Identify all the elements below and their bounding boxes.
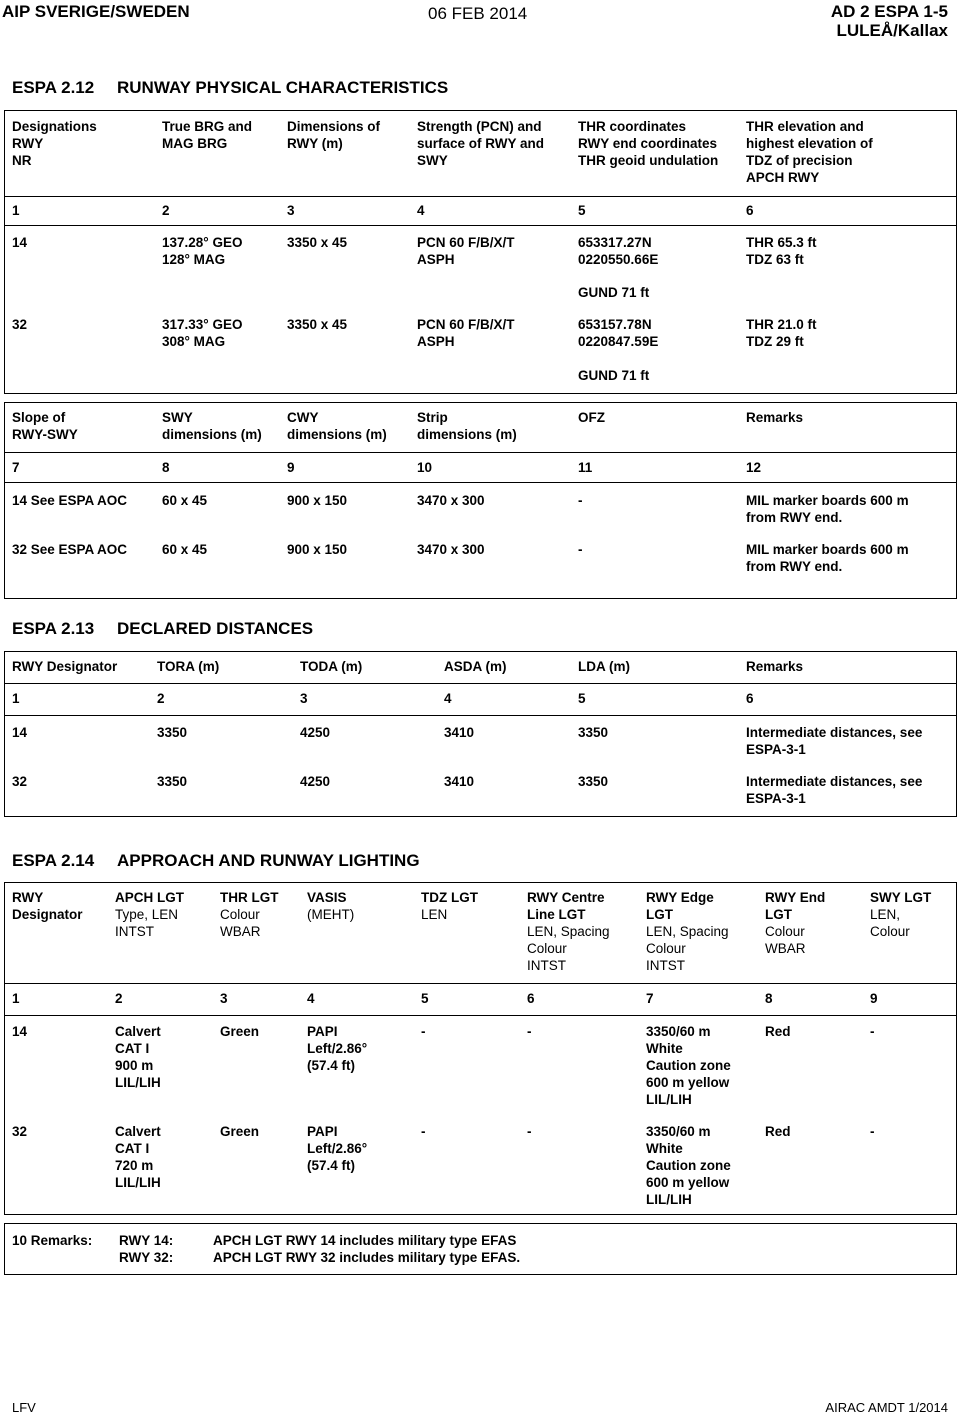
col-header-ofz: OFZ <box>578 410 605 425</box>
col-header-strip: Strip dimensions (m) <box>417 410 517 442</box>
cwy-dimensions: 900 x 150 <box>287 542 348 557</box>
col-header-thr-elevation: THR elevation and highest elevation of TDZ of precision APCH RWY <box>746 119 873 185</box>
cwy-dimensions: 900 x 150 <box>287 493 348 508</box>
lda-value: 3350 <box>578 774 609 789</box>
col-number: 2 <box>115 991 123 1006</box>
col-number: 5 <box>578 691 586 706</box>
rwy-designator: 32 <box>12 317 28 332</box>
header-sub: LEN, Colour <box>870 907 910 939</box>
strip-dimensions: 3470 x 300 <box>417 542 485 557</box>
col-header-rwy-designator <box>12 889 83 923</box>
col-header-strength: Strength (PCN) and surface of RWY and SWY <box>417 119 545 168</box>
col-header-slope: Slope of RWY-SWY <box>12 410 78 442</box>
geoid-undulation: GUND 71 ft <box>578 368 650 383</box>
col-number: 3 <box>300 691 308 706</box>
col-number: 4 <box>307 991 315 1006</box>
col-header-tdz-lgt <box>421 889 478 923</box>
divider <box>4 482 957 483</box>
col-number: 9 <box>287 460 295 475</box>
remarks-label: 10 Remarks: <box>12 1233 93 1248</box>
col-number: 5 <box>578 203 586 218</box>
remarks-rwy: RWY 32: <box>119 1250 174 1265</box>
section-2-13-number: ESPA 2.13 <box>12 619 95 638</box>
col-header-remarks: Remarks <box>746 659 804 674</box>
rwy-dimensions: 3350 x 45 <box>287 235 348 250</box>
col-number: 6 <box>527 991 535 1006</box>
remarks-text: APCH LGT RWY 14 includes military type EFAS <box>213 1233 517 1248</box>
tdz-lgt-value: - <box>421 1024 426 1039</box>
col-number: 8 <box>162 460 170 475</box>
swy-dimensions: 60 x 45 <box>162 493 208 508</box>
section-2-12-number: ESPA 2.12 <box>12 78 95 97</box>
section-2-13-title: DECLARED DISTANCES <box>117 619 314 638</box>
col-header-thr-coordinates: THR coordinates RWY end coordinates THR geoid undulation <box>578 119 719 168</box>
divider <box>4 452 957 453</box>
header-doc-ref: AD 2 ESPA 1-5 <box>830 2 948 21</box>
header-bold: RWY Centre Line LGT <box>527 890 605 922</box>
footer-amendment: AIRAC AMDT 1/2014 <box>825 1400 948 1415</box>
col-header-tora: TORA (m) <box>157 659 220 674</box>
strip-dimensions: 3470 x 300 <box>417 493 485 508</box>
header-sub: Colour WBAR <box>765 924 806 956</box>
col-number: 1 <box>12 691 20 706</box>
col-number: 4 <box>444 691 452 706</box>
header-bold: TDZ LGT <box>421 890 478 905</box>
thr-coordinates: 653157.78N 0220847.59E <box>578 317 659 349</box>
col-header-toda: TODA (m) <box>300 659 363 674</box>
col-number: 1 <box>12 991 20 1006</box>
header-sub: Type, LEN INTST <box>115 907 179 939</box>
header-sub: Colour WBAR <box>220 907 261 939</box>
thr-coordinates: 653317.27N 0220550.66E <box>578 235 659 267</box>
vasis-value: PAPI Left/2.86° (57.4 ft) <box>307 1124 368 1173</box>
thr-lgt-value: Green <box>220 1124 260 1139</box>
centre-line-lgt-value: - <box>527 1024 532 1039</box>
col-header-thr-lgt <box>220 889 279 940</box>
col-number: 10 <box>417 460 433 475</box>
bearing: 317.33° GEO 308° MAG <box>162 317 243 349</box>
col-number: 1 <box>12 203 20 218</box>
divider <box>4 683 957 684</box>
col-header-edge-lgt <box>646 889 729 974</box>
thr-elevation: THR 65.3 ft TDZ 63 ft <box>746 235 817 267</box>
col-number: 2 <box>162 203 170 218</box>
header-bold: THR LGT <box>220 890 279 905</box>
apch-lgt-value: Calvert CAT I 900 m LIL/LIH <box>115 1024 161 1090</box>
col-header-brg: True BRG and MAG BRG <box>162 119 253 151</box>
swy-lgt-value: - <box>870 1024 875 1039</box>
col-number: 9 <box>870 991 878 1006</box>
rwy-designator: 14 <box>12 235 28 250</box>
ofz-value: - <box>578 493 583 508</box>
tdz-lgt-value: - <box>421 1124 426 1139</box>
col-number: 4 <box>417 203 425 218</box>
thr-elevation: THR 21.0 ft TDZ 29 ft <box>746 317 817 349</box>
remarks-value: Intermediate distances, see ESPA-3-1 <box>746 774 923 806</box>
rwy-designator: 32 <box>12 774 28 789</box>
header-bold: RWY Designator <box>12 890 83 922</box>
rwy-dimensions: 3350 x 45 <box>287 317 348 332</box>
header-left: AIP SVERIGE/SWEDEN <box>2 2 190 21</box>
divider <box>4 715 957 716</box>
thr-lgt-value: Green <box>220 1024 260 1039</box>
lda-value: 3350 <box>578 725 609 740</box>
col-number: 7 <box>12 460 20 475</box>
col-number: 6 <box>746 691 754 706</box>
pcn-strength: PCN 60 F/B/X/T ASPH <box>417 235 515 267</box>
divider <box>4 1015 957 1016</box>
col-number: 5 <box>421 991 429 1006</box>
rwy-designator: 14 <box>12 1024 28 1039</box>
centre-line-lgt-value: - <box>527 1124 532 1139</box>
section-2-12-title: RUNWAY PHYSICAL CHARACTERISTICS <box>117 78 449 97</box>
col-header-cwy: CWY dimensions (m) <box>287 410 387 442</box>
toda-value: 4250 <box>300 774 331 789</box>
col-header-vasis <box>307 889 354 923</box>
end-lgt-value: Red <box>765 1124 791 1139</box>
col-header-swy-lgt <box>870 889 931 940</box>
col-number: 3 <box>287 203 295 218</box>
col-header-dimensions: Dimensions of RWY (m) <box>287 119 381 151</box>
swy-lgt-value: - <box>870 1124 875 1139</box>
remarks-value: Intermediate distances, see ESPA-3-1 <box>746 725 923 757</box>
tora-value: 3350 <box>157 725 188 740</box>
col-header-apch-lgt <box>115 889 184 940</box>
col-header-swy: SWY dimensions (m) <box>162 410 262 442</box>
end-lgt-value: Red <box>765 1024 791 1039</box>
col-header-centre-line-lgt <box>527 889 610 974</box>
header-bold: RWY End LGT <box>765 890 826 922</box>
col-header-rwy-designator: RWY Designator <box>12 659 118 674</box>
col-header-designations: Designations RWY NR <box>12 119 97 168</box>
slope-value: 14 See ESPA AOC <box>12 493 128 508</box>
edge-lgt-value: 3350/60 m White Caution zone 600 m yellow LIL/LIH <box>646 1024 731 1107</box>
rwy-designator: 14 <box>12 725 28 740</box>
toda-value: 4250 <box>300 725 331 740</box>
edge-lgt-value: 3350/60 m White Caution zone 600 m yellow LIL/LIH <box>646 1124 731 1207</box>
swy-dimensions: 60 x 45 <box>162 542 208 557</box>
section-2-14-number: ESPA 2.14 <box>12 851 95 870</box>
header-sub: LEN <box>421 907 448 922</box>
header-date: 06 FEB 2014 <box>428 4 528 23</box>
header-sub: (MEHT) <box>307 907 355 922</box>
footer-publisher: LFV <box>12 1400 36 1415</box>
col-number: 11 <box>578 460 593 475</box>
bearing: 137.28° GEO 128° MAG <box>162 235 243 267</box>
divider <box>4 196 957 197</box>
remarks-text: APCH LGT RWY 32 includes military type EFAS. <box>213 1250 521 1265</box>
asda-value: 3410 <box>444 774 475 789</box>
pcn-strength: PCN 60 F/B/X/T ASPH <box>417 317 515 349</box>
rwy-designator: 32 <box>12 1124 28 1139</box>
col-header-remarks: Remarks <box>746 410 804 425</box>
ofz-value: - <box>578 542 583 557</box>
header-sub: LEN, Spacing Colour INTST <box>646 924 729 973</box>
remarks-value: MIL marker boards 600 m from RWY end. <box>746 493 909 525</box>
header-aerodrome: LULEÅ/Kallax <box>836 21 948 40</box>
asda-value: 3410 <box>444 725 475 740</box>
remarks-rwy: RWY 14: <box>119 1233 174 1248</box>
col-number: 3 <box>220 991 228 1006</box>
section-2-14-title: APPROACH AND RUNWAY LIGHTING <box>117 851 420 870</box>
header-bold: VASIS <box>307 890 347 905</box>
col-number: 8 <box>765 991 773 1006</box>
header-bold: SWY LGT <box>870 890 932 905</box>
col-header-lda: LDA (m) <box>578 659 630 674</box>
col-header-end-lgt <box>765 889 825 957</box>
header-bold: RWY Edge LGT <box>646 890 714 922</box>
remarks-value: MIL marker boards 600 m from RWY end. <box>746 542 909 574</box>
vasis-value: PAPI Left/2.86° (57.4 ft) <box>307 1024 368 1073</box>
slope-value: 32 See ESPA AOC <box>12 542 128 557</box>
tora-value: 3350 <box>157 774 188 789</box>
col-number: 12 <box>746 460 762 475</box>
divider <box>4 983 957 984</box>
col-number: 7 <box>646 991 654 1006</box>
header-sub: LEN, Spacing Colour INTST <box>527 924 610 973</box>
geoid-undulation: GUND 71 ft <box>578 285 650 300</box>
apch-lgt-value: Calvert CAT I 720 m LIL/LIH <box>115 1124 161 1190</box>
col-header-asda: ASDA (m) <box>444 659 507 674</box>
col-number: 6 <box>746 203 754 218</box>
header-bold: APCH LGT <box>115 890 184 905</box>
col-number: 2 <box>157 691 165 706</box>
divider <box>4 225 957 226</box>
